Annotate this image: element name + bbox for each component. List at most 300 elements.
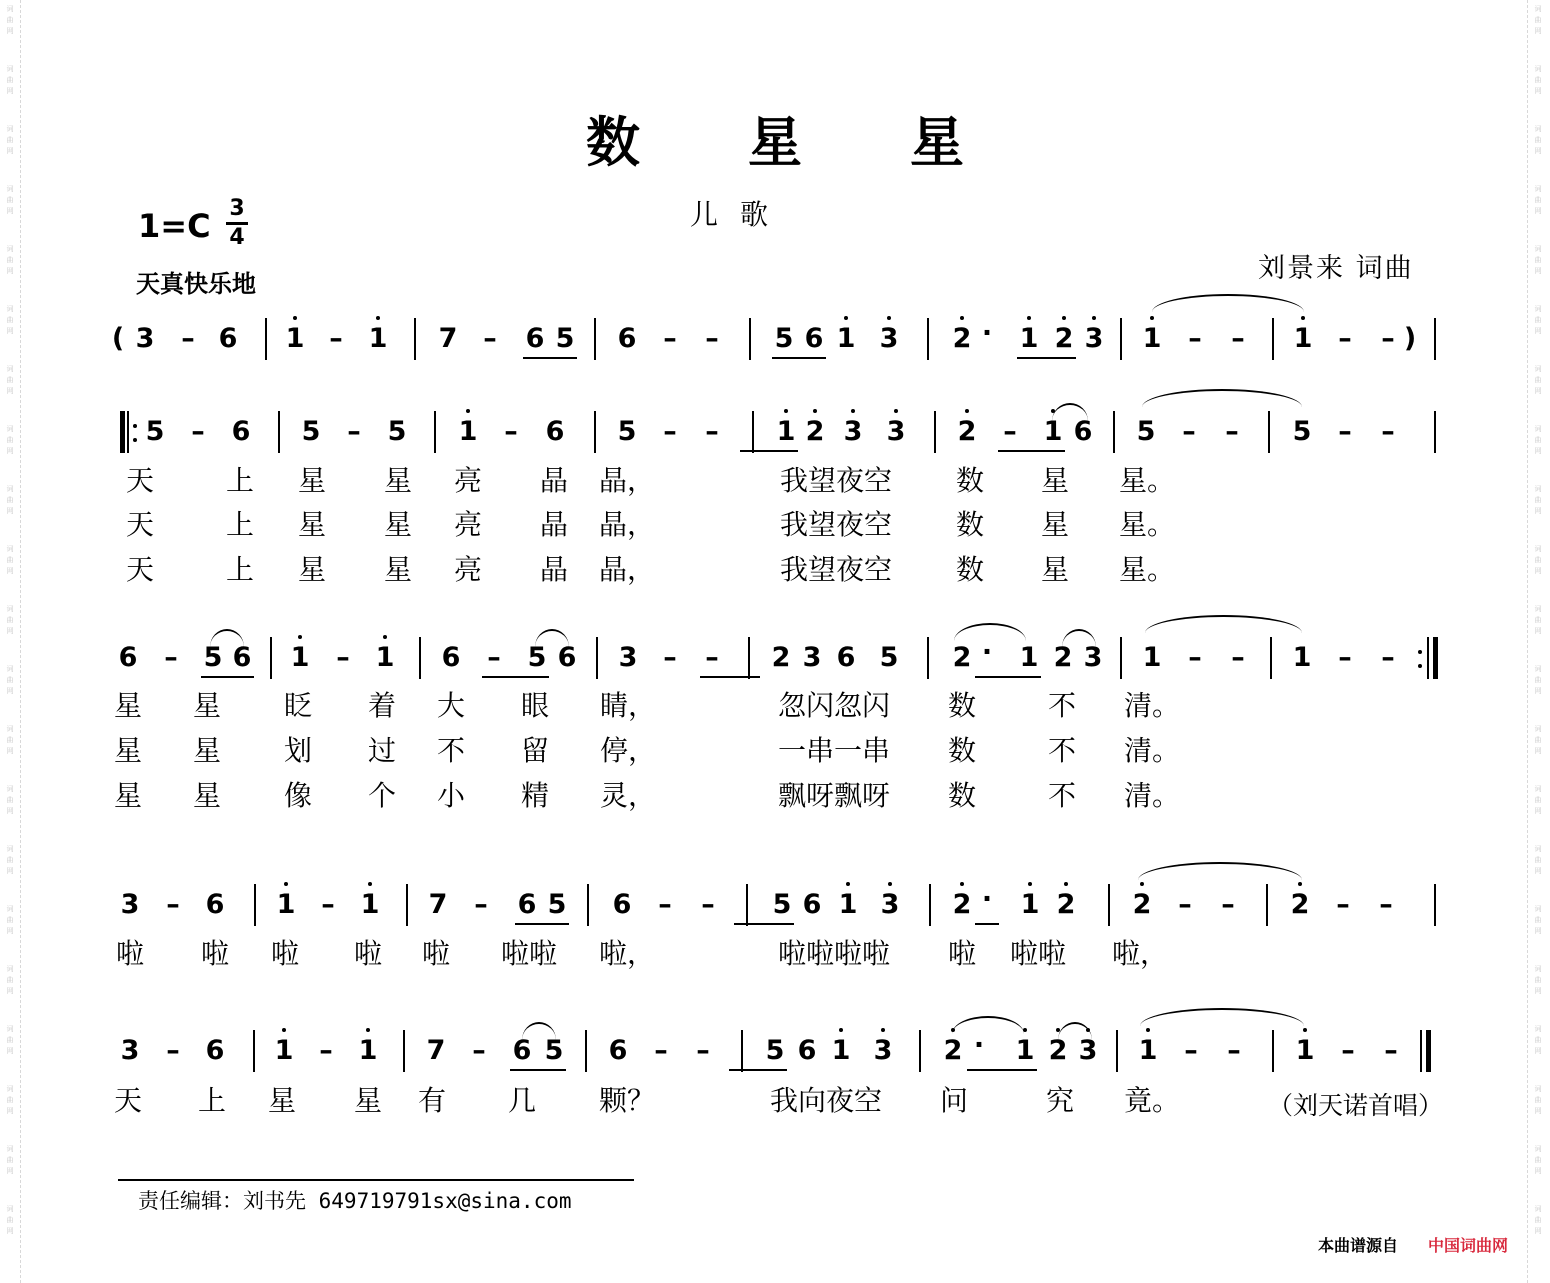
lyric-syllable: 晶， [598, 553, 655, 586]
dash: – [658, 889, 672, 920]
high-octave-dot [888, 882, 892, 886]
note: 1 [1138, 1035, 1158, 1066]
note: 1 [1295, 1035, 1315, 1066]
dash: – [164, 642, 178, 673]
lyric-syllable: 啦 [947, 937, 976, 970]
lyric-syllable: 不 [436, 734, 465, 767]
author-credit: 刘景来 词曲 [1258, 253, 1414, 284]
beam-underline [700, 676, 760, 678]
watermark-text: 词 曲 网 [6, 665, 14, 695]
watermark-text: 词 曲 网 [1534, 365, 1542, 395]
note: 3 [879, 323, 899, 354]
lyric-syllable: 星 [192, 779, 221, 812]
barline [270, 637, 272, 679]
dash: – [191, 416, 205, 447]
high-octave-dot [383, 635, 387, 639]
note: 2 [1053, 642, 1073, 673]
note: 5 [772, 889, 792, 920]
dash: – [1341, 1035, 1355, 1066]
note: 3 [873, 1035, 893, 1066]
note: 7 [438, 323, 458, 354]
barline [1272, 1030, 1274, 1072]
dash: – [705, 416, 719, 447]
watermark-text: 词 曲 网 [1534, 125, 1542, 155]
dash: – [319, 1035, 333, 1066]
lyric-syllable: 啦， [598, 937, 655, 970]
note: 1 [375, 642, 395, 673]
note: 2 [805, 416, 825, 447]
slur [952, 1016, 1024, 1034]
high-octave-dot [1298, 882, 1302, 886]
dash: – [336, 642, 350, 673]
slur [954, 623, 1026, 641]
watermark-text: 词 曲 网 [1534, 305, 1542, 335]
barline [1420, 1030, 1422, 1072]
note: 2 [1290, 889, 1310, 920]
barline [746, 884, 748, 926]
dash: – [329, 323, 343, 354]
note: 2 [771, 642, 791, 673]
high-octave-dot [298, 635, 302, 639]
slur [1145, 615, 1302, 633]
note: 3 [802, 642, 822, 673]
note: 6 [608, 1035, 628, 1066]
note: 1 [360, 889, 380, 920]
barline [1120, 637, 1122, 679]
note: 1 [1015, 1035, 1035, 1066]
lyric-syllable: 星 [383, 508, 412, 541]
lyric-syllable: 数 [955, 508, 984, 541]
lyric-syllable: 数 [947, 689, 976, 722]
note: 1 [1142, 642, 1162, 673]
note: 5 [527, 642, 547, 673]
dash: – [1221, 889, 1235, 920]
note: 1 [458, 416, 478, 447]
note: 5 [617, 416, 637, 447]
lyric-syllable: 睛， [599, 689, 656, 722]
lyric-syllable: 划 [283, 734, 312, 767]
watermark-text: 词 曲 网 [6, 65, 14, 95]
slur [535, 629, 569, 647]
high-octave-dot [1064, 882, 1068, 886]
meter-bottom: 4 [229, 225, 245, 250]
barline [1116, 1030, 1118, 1072]
lyric-syllable: 啦啦 [1009, 937, 1066, 970]
lyric-syllable: 上 [225, 464, 254, 497]
slur [1138, 862, 1302, 880]
dash: – [1225, 416, 1239, 447]
augmentation-dot: · [973, 1030, 985, 1061]
slur [1142, 389, 1302, 407]
note: 1 [836, 323, 856, 354]
note: 2 [1048, 1035, 1068, 1066]
augmentation-dot: · [981, 884, 993, 915]
lyric-syllable: 清。 [1123, 689, 1180, 722]
barline [419, 637, 421, 679]
watermark-text: 词 曲 网 [1534, 1025, 1542, 1055]
lyric-syllable: 啦 [270, 937, 299, 970]
note: 3 [120, 1035, 140, 1066]
lyric-syllable: 颗？ [598, 1084, 655, 1117]
lyric-syllable: 天 [125, 464, 154, 497]
lyric-syllable: 晶 [539, 464, 568, 497]
barline [919, 1030, 921, 1072]
repeat-start-thick [120, 411, 125, 453]
source-site: 中国词曲网 [1428, 1236, 1509, 1255]
note: ) [1403, 323, 1417, 354]
repeat-end-thick [1433, 637, 1438, 679]
dash: – [705, 323, 719, 354]
dash: – [181, 323, 195, 354]
barline [741, 1030, 743, 1072]
lyric-syllable: 啦 [421, 937, 450, 970]
high-octave-dot [293, 316, 297, 320]
note: 6 [218, 323, 238, 354]
lyric-syllable: 星 [383, 553, 412, 586]
beam-underline [729, 1069, 787, 1071]
note: 1 [1019, 642, 1039, 673]
dash: – [654, 1035, 668, 1066]
barline [254, 884, 256, 926]
high-octave-dot [282, 1028, 286, 1032]
watermark-text: 词 曲 网 [6, 365, 14, 395]
watermark-text: 词 曲 网 [6, 425, 14, 455]
watermark-text: 词 曲 网 [1534, 785, 1542, 815]
dash: – [663, 416, 677, 447]
lyric-syllable: 我望夜空 [779, 464, 892, 497]
high-octave-dot [965, 409, 969, 413]
note: 6 [797, 1035, 817, 1066]
high-octave-dot [784, 409, 788, 413]
barline [749, 318, 751, 360]
high-octave-dot [1027, 316, 1031, 320]
lyric-syllable: 晶 [539, 508, 568, 541]
beam-underline [967, 1069, 1037, 1071]
dash: – [1188, 323, 1202, 354]
dash: – [1227, 1035, 1241, 1066]
watermark-text: 词 曲 网 [6, 1205, 14, 1235]
note: 2 [952, 889, 972, 920]
note: 3 [618, 642, 638, 673]
lyric-syllable: 眼 [520, 689, 549, 722]
barline [929, 884, 931, 926]
dash: – [1182, 416, 1196, 447]
footer-rule [118, 1179, 634, 1181]
high-octave-dot [813, 409, 817, 413]
watermark-text: 词 曲 网 [1534, 245, 1542, 275]
note: 2 [952, 642, 972, 673]
watermark-text: 词 曲 网 [1534, 425, 1542, 455]
dash: – [1336, 889, 1350, 920]
note: 5 [145, 416, 165, 447]
lyric-syllable: 啦， [1111, 937, 1168, 970]
dash: – [347, 416, 361, 447]
note: ( [111, 323, 125, 354]
lyric-syllable: 不 [1047, 689, 1076, 722]
note: 5 [555, 323, 575, 354]
lyric-syllable: 啦 [115, 937, 144, 970]
high-octave-dot [284, 882, 288, 886]
lyric-syllable: 星 [353, 1084, 382, 1117]
note: 1 [1142, 323, 1162, 354]
note: 6 [517, 889, 537, 920]
dash: – [1184, 1035, 1198, 1066]
lyric-syllable: 晶 [539, 553, 568, 586]
lyric-syllable: 晶， [598, 464, 655, 497]
lyric-syllable: 晶， [598, 508, 655, 541]
note: 5 [1292, 416, 1312, 447]
lyric-syllable: 星 [192, 734, 221, 767]
watermark-text: 词 曲 网 [1534, 665, 1542, 695]
watermark-text: 词 曲 网 [6, 1085, 14, 1115]
beam-underline [510, 1069, 566, 1071]
barline [585, 1030, 587, 1072]
note: 2 [1054, 323, 1074, 354]
high-octave-dot [1062, 316, 1066, 320]
barline [1108, 884, 1110, 926]
lyric-syllable: 亮 [453, 464, 482, 497]
watermark-text: 词 曲 网 [6, 185, 14, 215]
barline [1434, 411, 1436, 453]
high-octave-dot [960, 882, 964, 886]
lyric-syllable: 星 [113, 734, 142, 767]
lyric-syllable: 问 [939, 1084, 968, 1117]
beam-underline [772, 357, 826, 359]
high-octave-dot [1140, 882, 1144, 886]
watermark-text: 词 曲 网 [6, 1025, 14, 1055]
barline [596, 637, 598, 679]
lyric-syllable: 啦啦啦啦 [777, 937, 890, 970]
dash: – [1338, 416, 1352, 447]
watermark-text: 词 曲 网 [6, 965, 14, 995]
repeat-start-thin [127, 411, 129, 453]
subtitle: 儿歌 [689, 198, 790, 231]
meter-top: 3 [229, 196, 245, 221]
barline [1434, 884, 1436, 926]
lyric-syllable: 上 [225, 553, 254, 586]
note: 5 [1136, 416, 1156, 447]
slur [1058, 1022, 1092, 1040]
dash: – [663, 323, 677, 354]
high-octave-dot [846, 882, 850, 886]
barline [403, 1030, 405, 1072]
lyric-syllable: 我望夜空 [779, 553, 892, 586]
barline [414, 318, 416, 360]
lyric-syllable: 啦 [353, 937, 382, 970]
note: 1 [776, 416, 796, 447]
lyric-syllable: 数 [947, 734, 976, 767]
lyric-syllable: 亮 [453, 508, 482, 541]
high-octave-dot [1303, 1028, 1307, 1032]
beam-underline [1017, 357, 1076, 359]
watermark-text: 词 曲 网 [1534, 605, 1542, 635]
note: 1 [274, 1035, 294, 1066]
high-octave-dot [1301, 316, 1305, 320]
lyric-syllable: 数 [947, 779, 976, 812]
watermark-text: 词 曲 网 [6, 485, 14, 515]
high-octave-dot [366, 1028, 370, 1032]
note: 1 [831, 1035, 851, 1066]
lyric-syllable: 留 [520, 734, 549, 767]
lyric-syllable: 上 [197, 1084, 226, 1117]
watermark-text: 词 曲 网 [1534, 1085, 1542, 1115]
note: 1 [1293, 323, 1313, 354]
lyric-syllable: 有 [417, 1084, 446, 1117]
lyric-syllable: 忽闪忽闪 [777, 689, 890, 722]
barline [1272, 318, 1274, 360]
right-margin [1527, 0, 1550, 1283]
lyric-syllable: 飘呀飘呀 [777, 779, 890, 812]
note: 1 [368, 323, 388, 354]
barline [748, 637, 750, 679]
lyric-syllable: 清。 [1123, 779, 1180, 812]
note: 5 [765, 1035, 785, 1066]
note: 5 [547, 889, 567, 920]
barline [927, 318, 929, 360]
lyric-syllable: 大 [436, 689, 465, 722]
slur [1062, 629, 1096, 647]
note: 1 [1043, 416, 1063, 447]
note: 5 [387, 416, 407, 447]
barline [1434, 318, 1436, 360]
watermark-text: 词 曲 网 [1534, 905, 1542, 935]
lyric-syllable: 着 [367, 689, 396, 722]
note: 6 [802, 889, 822, 920]
dash: – [705, 642, 719, 673]
note: 3 [120, 889, 140, 920]
lyric-syllable: 灵， [599, 779, 656, 812]
note: 3 [1078, 1035, 1098, 1066]
watermark-text: 词 曲 网 [6, 605, 14, 635]
note: 6 [205, 1035, 225, 1066]
beam-underline [975, 923, 999, 925]
lyric-syllable: 星 [383, 464, 412, 497]
time-signature [224, 196, 250, 251]
watermark-text: 词 曲 网 [6, 785, 14, 815]
dash: – [701, 889, 715, 920]
watermark-text: 词 曲 网 [1534, 485, 1542, 515]
barline [434, 411, 436, 453]
barline [594, 411, 596, 453]
high-octave-dot [1150, 316, 1154, 320]
barline [1266, 884, 1268, 926]
note: 3 [1083, 642, 1103, 673]
note: 6 [525, 323, 545, 354]
dash: – [321, 889, 335, 920]
high-octave-dot [1028, 882, 1032, 886]
watermark-text: 词 曲 网 [6, 1145, 14, 1175]
high-octave-dot [960, 316, 964, 320]
watermark-text: 词 曲 网 [1534, 965, 1542, 995]
lyric-syllable: 上 [225, 508, 254, 541]
beam-underline [523, 357, 577, 359]
lyric-syllable: 星。 [1118, 508, 1175, 541]
dash: – [1379, 889, 1393, 920]
lyric-syllable: 星 [267, 1084, 296, 1117]
beam-underline [975, 676, 1041, 678]
lyric-syllable: 星 [113, 779, 142, 812]
note: 3 [843, 416, 863, 447]
high-octave-dot [844, 316, 848, 320]
note: 5 [879, 642, 899, 673]
singer-credit: （刘天诺首唱） [1268, 1091, 1444, 1120]
watermark-text: 词 曲 网 [6, 305, 14, 335]
high-octave-dot [839, 1028, 843, 1032]
watermark-text: 词 曲 网 [6, 725, 14, 755]
watermark-text: 词 曲 网 [6, 5, 14, 35]
lyric-syllable: 天 [125, 553, 154, 586]
watermark-text: 词 曲 网 [1534, 1145, 1542, 1175]
beam-underline [515, 923, 569, 925]
page-title: 数星星 [586, 110, 1072, 174]
lyric-syllable: 眨 [283, 689, 312, 722]
dash: – [696, 1035, 710, 1066]
watermark-text: 词 曲 网 [1534, 545, 1542, 575]
high-octave-dot [894, 409, 898, 413]
lyric-syllable: 究 [1045, 1084, 1074, 1117]
dash: – [1338, 323, 1352, 354]
barline [594, 318, 596, 360]
watermark-text: 词 曲 网 [1534, 65, 1542, 95]
note: 5 [544, 1035, 564, 1066]
lyric-syllable: 我望夜空 [779, 508, 892, 541]
slur [522, 1022, 556, 1040]
note: 6 [118, 642, 138, 673]
note: 3 [1084, 323, 1104, 354]
dash: – [1381, 642, 1395, 673]
note: 1 [290, 642, 310, 673]
note: 6 [545, 416, 565, 447]
tempo-marking: 天真快乐地 [136, 270, 256, 298]
lyric-syllable: 啦啦 [500, 937, 557, 970]
editor-line: 责任编辑：刘书先 649719791sx@sina.com [138, 1189, 572, 1213]
note: 6 [836, 642, 856, 673]
dash: – [1381, 416, 1395, 447]
lyric-syllable: 不 [1047, 779, 1076, 812]
source-label: 本曲谱源自 [1318, 1236, 1399, 1255]
note: 6 [205, 889, 225, 920]
lyric-syllable: 星 [297, 508, 326, 541]
repeat-dots [1418, 650, 1422, 670]
note: 1 [276, 889, 296, 920]
watermark-text: 词 曲 网 [1534, 845, 1542, 875]
watermark-text: 词 曲 网 [6, 125, 14, 155]
dash: – [166, 889, 180, 920]
lyric-syllable: 几 [507, 1084, 536, 1117]
lyric-syllable: 亮 [453, 553, 482, 586]
note: 7 [426, 1035, 446, 1066]
lyric-syllable: 我向夜空 [769, 1084, 882, 1117]
beam-underline [740, 450, 798, 452]
note: 2 [957, 416, 977, 447]
note: 6 [441, 642, 461, 673]
barline [406, 884, 408, 926]
lyric-syllable: 星 [297, 553, 326, 586]
note: 6 [1073, 416, 1093, 447]
beam-underline [482, 676, 549, 678]
lyric-syllable: 星 [1040, 553, 1069, 586]
note: 6 [232, 642, 252, 673]
dash: – [1231, 642, 1245, 673]
augmentation-dot: · [981, 637, 993, 668]
dash: – [487, 642, 501, 673]
barline [1270, 637, 1272, 679]
watermark-text: 词 曲 网 [1534, 725, 1542, 755]
high-octave-dot [1092, 316, 1096, 320]
lyric-syllable: 一串一串 [777, 734, 890, 767]
dash: – [1178, 889, 1192, 920]
lyric-syllable: 像 [283, 779, 312, 812]
